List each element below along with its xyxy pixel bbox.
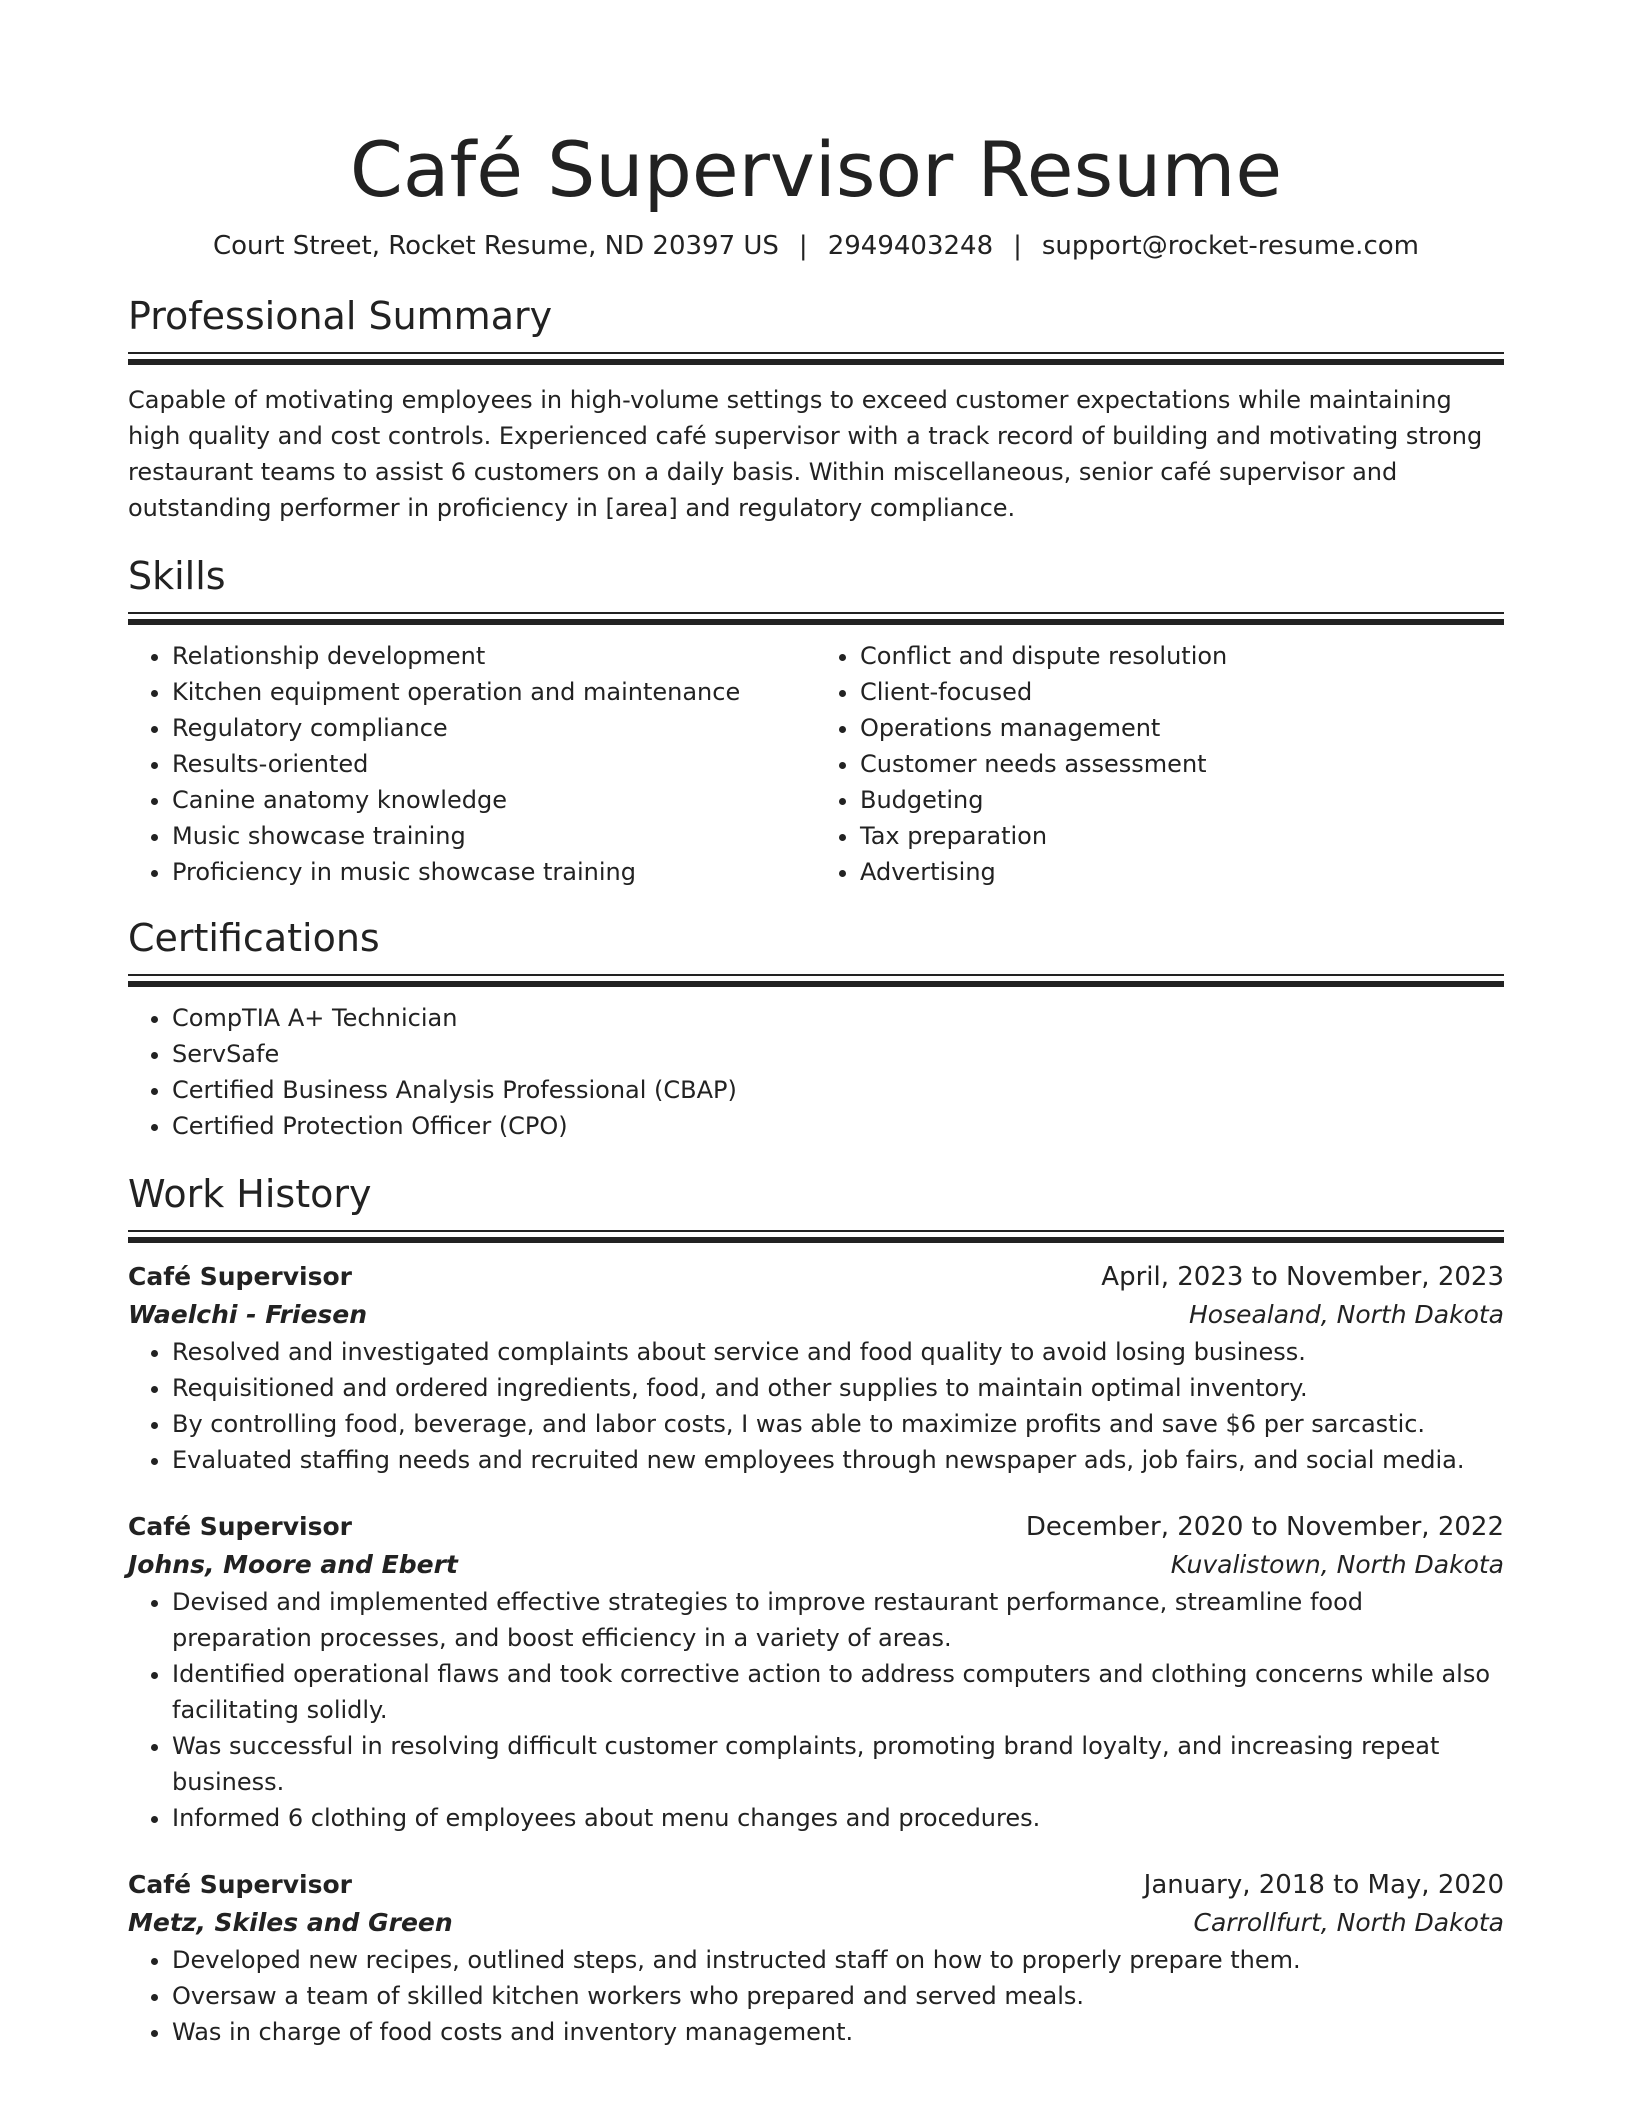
resume-title: Café Supervisor Resume <box>349 125 1283 214</box>
job-header <box>128 1258 1504 1296</box>
job-location: Carrollfurt, North Dakota <box>1193 1908 1504 1937</box>
skill-item: • Kitchen equipment operation and maintenance <box>172 674 816 710</box>
contact-separator: | <box>798 231 808 261</box>
job-subheader <box>128 1296 1504 1334</box>
job-bullet: • Resolved and investigated complaints about service and food quality to avoid losing business. <box>172 1334 1504 1370</box>
job-bullet-list <box>128 1584 1504 1836</box>
work-history-section <box>128 1170 1504 2050</box>
job-dates: April, 2023 to November, 2023 <box>1101 1262 1504 1292</box>
contact-phone: 2949403248 <box>827 231 994 261</box>
job-subheader <box>128 1546 1504 1584</box>
skill-item: • Tax preparation <box>860 818 1504 854</box>
skills-heading: Skills <box>128 554 226 598</box>
job-bullet: • Informed 6 clothing of employees about menu changes and procedures. <box>172 1800 1504 1836</box>
section-divider <box>128 1230 1504 1242</box>
skills-grid <box>128 638 1504 890</box>
skills-column-right <box>816 638 1504 890</box>
summary-heading: Professional Summary <box>128 294 553 338</box>
certification-item: • ServSafe <box>172 1036 1504 1072</box>
job-bullet: • Was in charge of food costs and inventory management. <box>172 2014 1504 2050</box>
job-header <box>128 1508 1504 1546</box>
summary-section <box>128 292 1504 526</box>
certification-item: • CompTIA A+ Technician <box>172 1000 1504 1036</box>
skills-list-left <box>128 638 816 890</box>
skill-item: • Music showcase training <box>172 818 816 854</box>
skill-item: • Advertising <box>860 854 1504 890</box>
job-location: Hosealand, North Dakota <box>1188 1300 1504 1329</box>
section-divider <box>128 612 1504 624</box>
contact-line <box>128 228 1504 264</box>
contact-separator: | <box>1013 231 1022 261</box>
skills-section <box>128 552 1504 890</box>
skill-item: • Customer needs assessment <box>860 746 1504 782</box>
contact-address: Court Street, Rocket Resume, ND 20397 US <box>213 231 779 261</box>
skills-list-right <box>816 638 1504 890</box>
job-bullet: • Oversaw a team of skilled kitchen workers who prepared and served meals. <box>172 1978 1504 2014</box>
certifications-list <box>128 1000 1504 1144</box>
job-bullet: • Devised and implemented effective strategies to improve restaurant performance, streamline food preparation processes, and boost efficiency in a variety of areas. <box>172 1584 1504 1656</box>
skill-item: • Results-oriented <box>172 746 816 782</box>
job-company: Metz, Skiles and Green <box>128 1908 453 1937</box>
job-bullet: • Developed new recipes, outlined steps, and instructed staff on how to properly prepare them. <box>172 1942 1504 1978</box>
job-entry <box>128 1508 1504 1836</box>
job-dates: January, 2018 to May, 2020 <box>1143 1870 1504 1900</box>
certification-item: • Certified Business Analysis Professional (CBAP) <box>172 1072 1504 1108</box>
skill-item: • Proficiency in music showcase training <box>172 854 816 890</box>
skill-item: • Operations management <box>860 710 1504 746</box>
job-location: Kuvalistown, North Dakota <box>1170 1550 1504 1579</box>
job-header <box>128 1866 1504 1904</box>
skill-item: • Relationship development <box>172 638 816 674</box>
job-subheader <box>128 1904 1504 1942</box>
job-bullet: • Was successful in resolving difficult customer complaints, promoting brand loyalty, and increasing repeat business. <box>172 1728 1504 1800</box>
job-company: Waelchi - Friesen <box>128 1300 368 1329</box>
job-bullet-list <box>128 1334 1504 1478</box>
skill-item: • Client-focused <box>860 674 1504 710</box>
job-company: Johns, Moore and Ebert <box>128 1550 458 1579</box>
job-bullet: • By controlling food, beverage, and labor costs, I was able to maximize profits and save $6 per sarcastic. <box>172 1406 1504 1442</box>
section-divider <box>128 352 1504 364</box>
skill-item: • Regulatory compliance <box>172 710 816 746</box>
skills-column-left <box>128 638 816 890</box>
job-dates: December, 2020 to November, 2022 <box>1025 1512 1504 1542</box>
certifications-heading: Certifications <box>128 916 380 960</box>
contact-email: support@rocket-resume.com <box>1041 231 1419 261</box>
skill-item: • Conflict and dispute resolution <box>860 638 1504 674</box>
skill-item: • Budgeting <box>860 782 1504 818</box>
work-history-heading: Work History <box>128 1172 372 1216</box>
job-entry <box>128 1866 1504 2050</box>
job-entry <box>128 1258 1504 1478</box>
job-title: Café Supervisor <box>128 1512 352 1541</box>
job-bullet: • Identified operational flaws and took corrective action to address computers and clothing concerns while also facilitating solidly. <box>172 1656 1504 1728</box>
job-bullet: • Requisitioned and ordered ingredients, food, and other supplies to maintain optimal inventory. <box>172 1370 1504 1406</box>
job-title: Café Supervisor <box>128 1262 352 1291</box>
section-divider <box>128 974 1504 986</box>
job-bullet-list <box>128 1942 1504 2050</box>
certifications-section <box>128 914 1504 1144</box>
job-bullet: • Evaluated staffing needs and recruited new employees through newspaper ads, job fairs, and social media. <box>172 1442 1504 1478</box>
skill-item: • Canine anatomy knowledge <box>172 782 816 818</box>
certification-item: • Certified Protection Officer (CPO) <box>172 1108 1504 1144</box>
summary-text: Capable of motivating employees in high-volume settings to exceed customer expectations while maintaining high quality and cost controls. Experienced café supervisor with a track record of building and motivating strong restaurant teams to assist 6 customers on a daily basis. Within miscellaneous, senior café supervisor and outstanding performer in proficiency in [area] and regulatory compliance. <box>128 386 1483 522</box>
job-title: Café Supervisor <box>128 1870 352 1899</box>
